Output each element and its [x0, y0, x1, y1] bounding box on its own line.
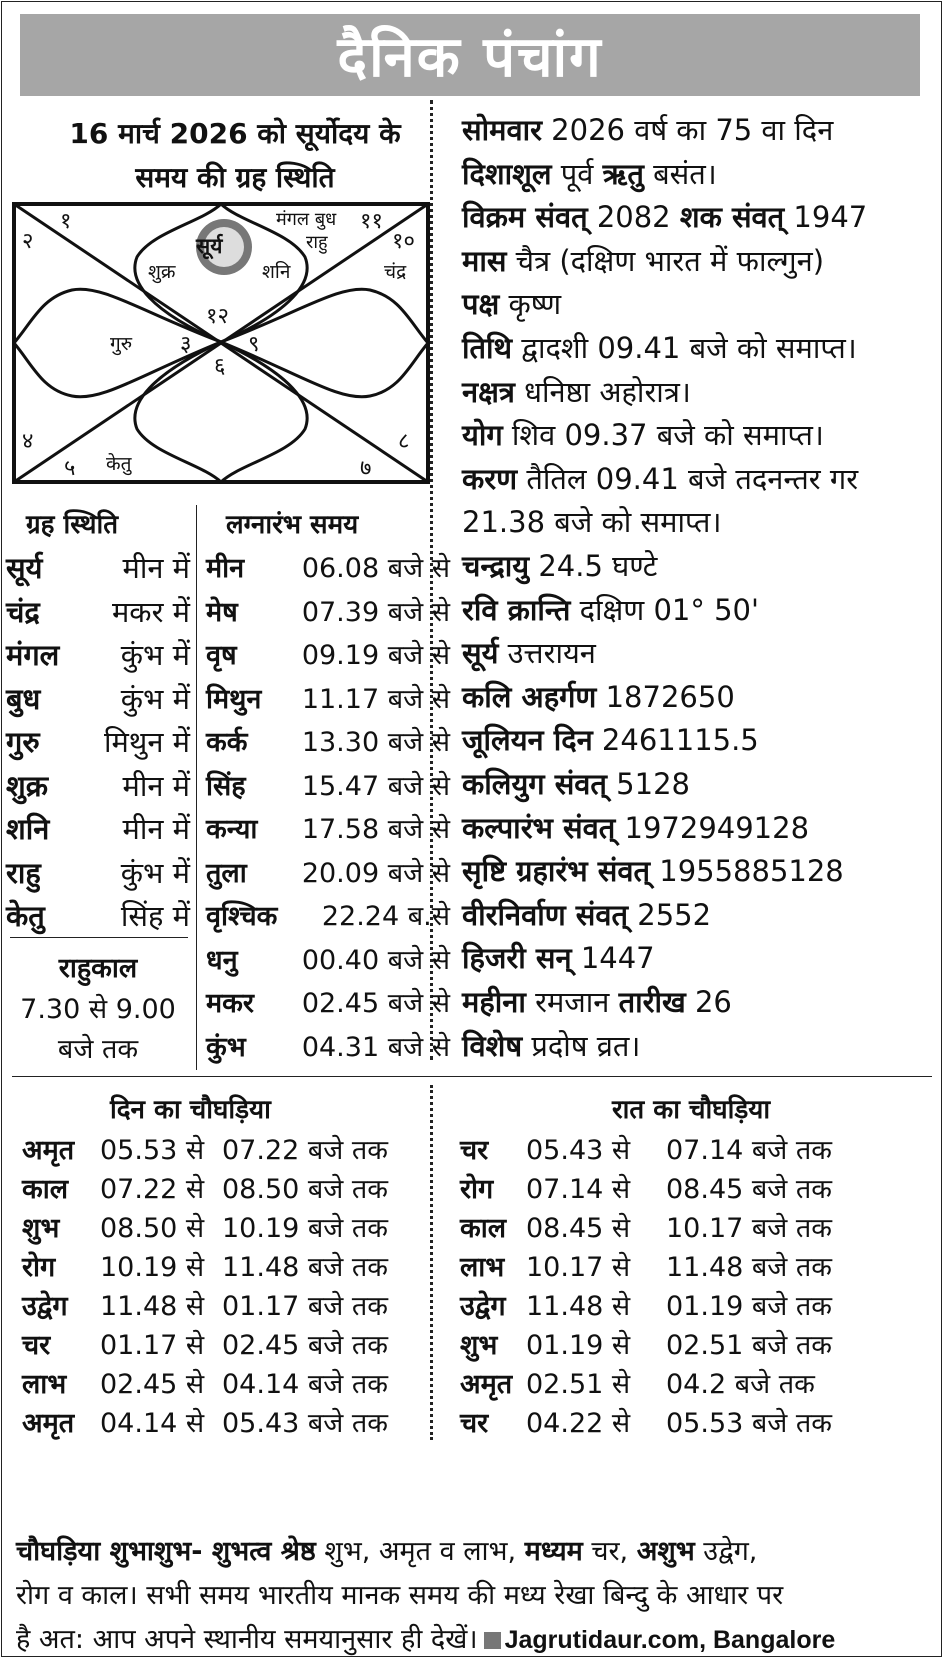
panchang-key: योग: [462, 418, 503, 453]
grah-lagna-divider: [196, 505, 197, 1070]
choghadiya-from: 05.53 से: [100, 1135, 205, 1166]
rahukaal-heading: राहुकाल: [58, 953, 138, 984]
panchang-key: रवि क्रान्ति: [462, 592, 571, 627]
chart-heading-line-1: 16 मार्च 2026 को सूर्योदय के: [69, 117, 401, 150]
lagna-name: कर्क: [206, 727, 248, 758]
panchang-value: 1972949128: [615, 810, 810, 845]
choghadiya-from: 01.17 से: [100, 1330, 205, 1361]
lagna-time: 09.19 बजे से: [301, 640, 450, 671]
panchang-key: नक्षत्र: [462, 374, 515, 409]
panchang-value-2: 26: [685, 985, 732, 1019]
kundli-planet-mangal-budh: मंगल बुध: [276, 209, 337, 230]
choghadiya-name: शुभ: [460, 1330, 498, 1361]
panchang-line: [462, 1024, 640, 1068]
choghadiya-from: 10.17 से: [526, 1252, 631, 1283]
section-divider: [12, 1076, 932, 1077]
grah-rashi: मिथुन में: [103, 725, 190, 759]
panchang-key: सूर्य: [462, 636, 499, 671]
grah-rashi: कुंभ में: [120, 638, 190, 672]
lagna-name: वृश्चिक: [206, 901, 278, 932]
choghadiya-to: 11.48 बजे तक: [666, 1252, 833, 1283]
kundli-planet-ketu: केतु: [106, 453, 132, 475]
panchang-line: [462, 806, 809, 850]
panchang-value: 1447: [571, 941, 655, 976]
panchang-key: सृष्टि ग्रहारंभ संवत्: [462, 854, 651, 889]
choghadiya-name: उद्वेग: [460, 1291, 506, 1322]
panchang-line: [462, 152, 717, 196]
rahukaal-time: 7.30 से 9.00: [20, 994, 176, 1025]
grah-name: चंद्र: [6, 594, 40, 629]
panchang-value: 1955885128: [650, 854, 844, 889]
lagna-name: मिथुन: [206, 683, 262, 715]
kundli-house-11: ११: [360, 209, 383, 234]
panchang-value: 1872650: [596, 679, 735, 714]
grah-name: राहु: [6, 855, 41, 890]
choghadiya-to: 05.53 बजे तक: [666, 1408, 833, 1439]
panchang-key: कलियुग संवत्: [462, 767, 607, 801]
choghadiya-to: 01.17 बजे तक: [222, 1291, 389, 1322]
lagna-time: 04.31 बजे से: [301, 1031, 450, 1063]
grah-rashi: सिंह में: [120, 899, 190, 933]
panchang-line: [462, 457, 858, 501]
site-credit: Jagrutidaur.com, Bangalore: [504, 1626, 836, 1654]
choghadiya-divider: [430, 1085, 433, 1440]
panchang-line: [462, 936, 655, 980]
choghadiya-to: 10.19 बजे तक: [222, 1213, 389, 1244]
panchang-value-2: बसंत।: [643, 156, 717, 191]
panchang-value: 5128: [606, 767, 690, 801]
footer-key-1: चौघड़िया शुभाशुभ- शुभत्व श्रेष्ठ: [16, 1536, 316, 1567]
footer-line-1: [16, 1530, 936, 1574]
choghadiya-from: 04.22 से: [526, 1408, 631, 1439]
kundli-house-10: १०: [392, 229, 415, 254]
kundli-house-8: ८: [398, 429, 410, 454]
kundli-house-12: १२: [206, 304, 229, 329]
lagna-name: सिंह: [206, 770, 246, 802]
panchang-line: [462, 108, 833, 152]
choghadiya-name: काल: [460, 1213, 507, 1244]
panchang-key: जूलियन दिन: [462, 723, 593, 758]
kundli-house-4: ४: [22, 429, 34, 454]
choghadiya-to: 02.51 बजे तक: [666, 1330, 833, 1361]
panchang-value: दक्षिण 01° 50': [570, 592, 759, 627]
footer-val-1: शुभ, अमृत व लाभ,: [315, 1536, 525, 1567]
choghadiya-name: रोग: [460, 1174, 494, 1205]
choghadiya-to: 07.22 बजे तक: [222, 1135, 389, 1166]
choghadiya-to: 07.14 बजे तक: [666, 1135, 833, 1166]
kundli-house-7: ७: [360, 456, 372, 481]
choghadiya-name: रोग: [22, 1252, 56, 1283]
choghadiya-name: काल: [22, 1174, 69, 1205]
lagna-time: 15.47 बजे से: [301, 770, 450, 802]
kundli-house-2: २: [22, 229, 34, 254]
lagna-row: [206, 546, 450, 591]
grah-row: [6, 851, 190, 896]
lagna-time: 22.24 ब.से: [321, 901, 450, 932]
footer-val-2: चर,: [582, 1536, 637, 1567]
panchang-value: तैतिल 09.41 बजे तदनन्तर गर: [517, 461, 859, 496]
grah-divider: [10, 937, 188, 938]
lagnarambh-heading: लग्नारंभ समय: [226, 510, 359, 540]
grah-sthiti-heading: ग्रह स्थिति: [26, 510, 119, 540]
panchang-value: रमजान: [525, 985, 619, 1019]
kundli-house-6: ६: [214, 354, 226, 379]
choghadiya-from: 02.45 से: [100, 1369, 205, 1400]
choghadiya-to: 05.43 बजे तक: [222, 1408, 389, 1439]
grah-name: शनि: [6, 812, 50, 846]
panchang-value: द्वादशी 09.41 बजे को समाप्त।: [512, 331, 857, 365]
grah-rashi: मीन में: [122, 551, 190, 585]
lagna-row: [206, 894, 450, 939]
square-bullet-icon: [484, 1632, 501, 1649]
footer-note: [16, 1530, 936, 1662]
footer-line-3-text: है अत: आप अपने स्थानीय समयानुसार ही देखें।: [16, 1624, 478, 1655]
panchang-line: [462, 588, 759, 632]
grah-row: [6, 720, 190, 765]
choghadiya-name: चर: [460, 1408, 489, 1439]
panchang-key: विशेष: [462, 1028, 523, 1063]
choghadiya-to: 10.17 बजे तक: [666, 1213, 833, 1244]
choghadiya-to: 02.45 बजे तक: [222, 1330, 389, 1361]
grah-row: [6, 807, 190, 852]
grah-name: गुरु: [6, 725, 40, 759]
chart-heading-line-2: समय की ग्रह स्थिति: [135, 161, 335, 194]
panchang-key: विक्रम संवत्: [462, 200, 588, 235]
choghadiya-name: लाभ: [460, 1252, 505, 1283]
choghadiya-to: 11.48 बजे तक: [222, 1252, 389, 1283]
grah-row: [6, 677, 190, 722]
panchang-key: सोमवार: [462, 113, 542, 147]
panchang-key: दिशाशूल: [462, 156, 552, 191]
choghadiya-to: 04.2 बजे तक: [666, 1369, 815, 1400]
choghadiya-name: अमृत: [22, 1135, 75, 1166]
choghadiya-to: 04.14 बजे तक: [222, 1369, 389, 1400]
panchang-line: [462, 370, 691, 414]
din-choghadiya-heading: दिन का चौघड़िया: [110, 1095, 271, 1125]
choghadiya-to: 01.19 बजे तक: [666, 1291, 833, 1322]
rahukaal-suffix: बजे तक: [57, 1034, 139, 1065]
lagna-row: [206, 720, 450, 765]
kundli-planet-guru: गुरु: [110, 333, 133, 355]
kundli-house-5: ५: [64, 456, 76, 481]
kundli-house-1: १: [60, 209, 72, 234]
page-title: दैनिक पंचांग: [337, 25, 603, 90]
choghadiya-name: उद्वेग: [22, 1291, 68, 1322]
choghadiya-from: 11.48 से: [526, 1291, 631, 1322]
panchang-key-2: शक संवत्: [679, 200, 785, 235]
panchang-key: पक्ष: [462, 287, 500, 322]
panchang-key: मास: [462, 243, 507, 278]
panchang-line: [462, 282, 561, 326]
kundli-planet-chandra: चंद्र: [384, 261, 407, 283]
panchang-value: शिव 09.37 बजे को समाप्त।: [502, 418, 824, 453]
choghadiya-name: अमृत: [460, 1369, 513, 1400]
panchang-value: 2082: [587, 200, 680, 235]
chart-heading: [15, 112, 455, 200]
lagna-name: मकर: [206, 988, 254, 1019]
raat-choghadiya-heading: रात का चौघड़िया: [612, 1095, 771, 1125]
panchang-line: [462, 413, 824, 457]
lagna-name: मेष: [206, 596, 238, 628]
grah-name: बुध: [6, 681, 41, 716]
lagna-row: [206, 764, 450, 809]
panchang-key: महीना: [462, 985, 526, 1019]
panchang-key: कल्पारंभ संवत्: [462, 810, 616, 845]
choghadiya-name: शुभ: [22, 1213, 60, 1244]
lagna-row: [206, 981, 450, 1026]
panchang-key: तिथि: [462, 331, 513, 365]
panchang-value: 2552: [628, 897, 712, 932]
lagna-name: मीन: [206, 553, 245, 584]
kundli-planet-rahu: राहु: [306, 232, 328, 253]
panchang-key: कलि अहर्गण: [462, 679, 597, 714]
lagna-time: 13.30 बजे से: [301, 727, 450, 758]
panchang-line: [462, 326, 857, 370]
panchang-line: [462, 631, 596, 675]
footer-val-3: उद्वेग,: [694, 1536, 758, 1567]
lagna-time: 02.45 बजे से: [301, 988, 450, 1019]
panchang-value: 21.38 बजे को समाप्त।: [462, 505, 722, 540]
kundli-planet-shani: शनि: [262, 261, 291, 283]
panchang-value: पूर्व: [551, 156, 603, 191]
grah-row: [6, 633, 190, 678]
kundli-planet-surya: सूर्य: [196, 234, 223, 258]
choghadiya-from: 07.22 से: [100, 1174, 205, 1205]
panchang-line: [462, 239, 824, 283]
choghadiya-name: लाभ: [22, 1369, 67, 1400]
grah-row: [6, 590, 190, 635]
panchang-value: उत्तरायन: [498, 636, 596, 671]
footer-key-2: मध्यम: [524, 1536, 583, 1567]
lagna-name: वृष: [206, 640, 237, 671]
panchang-value: प्रदोष व्रत।: [522, 1028, 641, 1063]
choghadiya-name: चर: [22, 1330, 51, 1361]
choghadiya-from: 01.19 से: [526, 1330, 631, 1361]
grah-name: शुक्र: [6, 768, 48, 803]
lagna-name: धनु: [206, 944, 238, 976]
panchang-line: [462, 849, 844, 893]
grah-row: [6, 894, 190, 939]
lagna-name: कन्या: [206, 814, 258, 845]
grah-rashi: कुंभ में: [120, 681, 190, 716]
lagna-time: 00.40 बजे से: [301, 944, 450, 976]
lagna-row: [206, 590, 450, 635]
choghadiya-from: 02.51 से: [526, 1369, 631, 1400]
choghadiya-from: 11.48 से: [100, 1291, 205, 1322]
lagna-row: [206, 677, 450, 722]
grah-name: सूर्य: [6, 551, 43, 585]
lagna-time: 17.58 बजे से: [301, 814, 450, 845]
lagna-row: [206, 938, 450, 983]
lagna-name: तुला: [206, 857, 247, 889]
grah-row: [6, 546, 190, 591]
lagna-row: [206, 807, 450, 852]
panchang-line: [462, 500, 721, 544]
lagna-row: [206, 851, 450, 896]
panchang-key-2: तारीख: [618, 985, 686, 1019]
choghadiya-from: 10.19 से: [100, 1252, 205, 1283]
grah-name: केतु: [6, 899, 45, 933]
panchang-key: चन्द्रायु: [462, 549, 530, 583]
panchang-key: हिजरी सन्: [462, 941, 572, 976]
choghadiya-from: 08.50 से: [100, 1213, 205, 1244]
lagna-time: 20.09 बजे से: [301, 857, 450, 889]
choghadiya-from: 08.45 से: [526, 1213, 631, 1244]
panchang-key: करण: [462, 461, 518, 496]
choghadiya-from: 04.14 से: [100, 1408, 205, 1439]
panchang-line: [462, 762, 690, 806]
panchang-line: [462, 675, 735, 719]
panchang-value: 24.5 घण्टे: [529, 549, 658, 583]
panchang-line: [462, 980, 732, 1024]
footer-line-3: [16, 1618, 936, 1662]
grah-row: [6, 764, 190, 809]
grah-rashi: मीन में: [122, 768, 190, 803]
choghadiya-name: चर: [460, 1135, 489, 1166]
grah-rashi: कुंभ में: [120, 855, 190, 890]
footer-key-3: अशुभ: [636, 1536, 695, 1567]
grah-name: मंगल: [6, 638, 60, 672]
choghadiya-to: 08.50 बजे तक: [222, 1174, 389, 1205]
lagna-name: कुंभ: [206, 1031, 246, 1063]
title-banner: [20, 14, 920, 96]
panchang-key: वीरनिर्वाण संवत्: [462, 897, 629, 932]
panchang-value: चैत्र (दक्षिण भारत में फाल्गुन): [506, 243, 825, 278]
choghadiya-from: 07.14 से: [526, 1174, 631, 1205]
panchang-key-2: ऋतु: [602, 156, 644, 191]
lagna-row: [206, 1025, 450, 1070]
panchang-value: 2461115.5: [592, 723, 759, 758]
panchang-value: कृष्ण: [499, 287, 562, 322]
choghadiya-name: अमृत: [22, 1408, 75, 1439]
kundli-house-9: ९: [248, 332, 260, 357]
lagna-time: 11.17 बजे से: [301, 683, 450, 715]
lagna-time: 07.39 बजे से: [301, 596, 450, 628]
panchang-value: धनिष्ठा अहोरात्र।: [514, 374, 691, 409]
lagna-time: 06.08 बजे से: [301, 553, 450, 584]
choghadiya-from: 05.43 से: [526, 1135, 631, 1166]
panchang-line: [462, 195, 867, 239]
panchang-line: [462, 544, 657, 588]
grah-rashi: मीन में: [122, 812, 190, 846]
choghadiya-to: 08.45 बजे तक: [666, 1174, 833, 1205]
panchang-line: [462, 893, 711, 937]
panchang-line: [462, 718, 759, 762]
kundli-planet-shukra: शुक्र: [148, 261, 176, 283]
lagna-row: [206, 633, 450, 678]
grah-rashi: मकर में: [111, 594, 190, 629]
kundli-house-3: ३: [180, 332, 192, 357]
footer-line-2: रोग व काल। सभी समय भारतीय मानक समय की मध्य रेखा बिन्दु के आधार पर: [16, 1580, 784, 1611]
panchang-value-2: 1947: [784, 200, 868, 235]
panchang-value: 2026 वर्ष का 75 वा दिन: [541, 113, 834, 147]
